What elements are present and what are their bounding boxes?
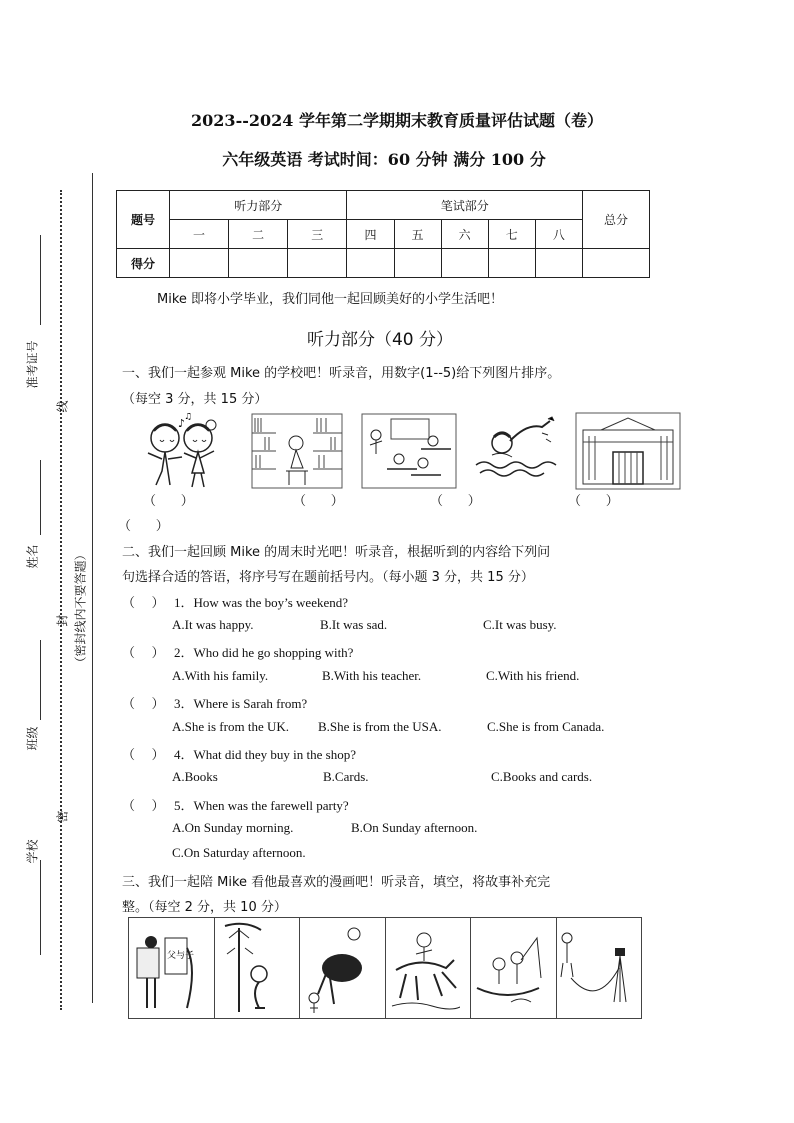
intro-text: Mike 即将小学毕业，我们同他一起回顾美好的小学生活吧！	[157, 292, 504, 307]
q2-question: 2．Who did he go shopping with?	[174, 645, 354, 660]
cell-num-1: 一	[170, 220, 229, 249]
seal-note: （密封线内不要答题）	[73, 548, 88, 669]
label-school: 学校	[25, 839, 40, 864]
q1-option-a: A.It was happy.	[172, 617, 254, 632]
school-building-picture	[575, 412, 681, 490]
q2-answer-paren[interactable]: （ ）	[122, 646, 165, 661]
q4-answer-paren[interactable]: （ ）	[122, 748, 165, 763]
label-mi: 密	[55, 810, 70, 823]
cell-num-5: 五	[394, 220, 441, 249]
cell-defen: 得分	[117, 249, 170, 278]
label-name: 姓名	[25, 544, 40, 569]
section-title: 听力部分（40 分）	[306, 330, 454, 350]
cell-tihao: 题号	[117, 191, 170, 249]
exam-subtitle: 六年级英语 考试时间：60 分钟 满分 100 分	[222, 150, 546, 169]
q5-option-a: A.On Sunday morning.	[172, 820, 294, 835]
kids-singing-picture	[140, 413, 230, 489]
score-cell-8[interactable]	[535, 249, 582, 278]
q5-answer-paren[interactable]: （ ）	[122, 799, 165, 814]
part1-instruction-2: （每空 3 分，共 15 分）	[122, 392, 268, 407]
part2-instruction-2: 句选择合适的答语，将序号写在题前括号内。（每小题 3 分，共 15 分）	[122, 570, 534, 585]
part2-instruction-1: 二、我们一起回顾 Mike 的周末时光吧！听录音，根据听到的内容给下列问	[122, 545, 551, 560]
cell-num-8: 八	[535, 220, 582, 249]
q1-question: 1．How was the boy’s weekend?	[174, 595, 349, 610]
part1-answer-blank-1[interactable]: （ ）	[143, 494, 194, 509]
comic-panel-4	[386, 918, 472, 1018]
cell-writing: 笔试部分	[347, 191, 583, 220]
part1-answer-blank-5[interactable]: （ ）	[118, 519, 169, 534]
comic-panel-6	[557, 918, 642, 1018]
part1-instruction-1: 一、我们一起参观 Mike 的学校吧！听录音，用数字(1--5)给下列图片排序。	[122, 366, 561, 381]
label-zhunkao: 准考证号	[25, 340, 40, 389]
score-cell-7[interactable]	[488, 249, 535, 278]
library-picture	[251, 413, 343, 489]
comic-panel-3	[300, 918, 386, 1018]
label-feng: 封	[55, 614, 70, 627]
q3-option-c: C.She is from Canada.	[487, 719, 605, 734]
classroom-picture	[361, 413, 457, 489]
q2-option-a: A.With his family.	[172, 668, 269, 683]
q5-question: 5．When was the farewell party?	[174, 798, 349, 813]
q5-option-b: B.On Sunday afternoon.	[351, 820, 478, 835]
exam-title: 2023--2024 学年第二学期期末教育质量评估试题（卷）	[191, 111, 603, 130]
score-cell-3[interactable]	[288, 249, 347, 278]
cell-num-7: 七	[488, 220, 535, 249]
q2-option-b: B.With his teacher.	[322, 668, 422, 683]
q4-option-b: B.Cards.	[323, 769, 369, 784]
q3-answer-paren[interactable]: （ ）	[122, 697, 165, 712]
comic-book-title: 父与子	[167, 951, 195, 961]
score-table	[116, 190, 650, 278]
part1-answer-blank-3[interactable]: （ ）	[430, 494, 481, 509]
seal-solid-line	[92, 173, 93, 1003]
svg-text:♫: ♫	[184, 413, 193, 422]
q3-option-a: A.She is from the UK.	[172, 719, 289, 734]
cell-num-2: 二	[229, 220, 288, 249]
score-cell-2[interactable]	[229, 249, 288, 278]
score-cell-1[interactable]	[170, 249, 229, 278]
cell-num-3: 三	[288, 220, 347, 249]
cell-num-6: 六	[441, 220, 488, 249]
swimming-picture	[472, 413, 564, 489]
label-class: 班级	[25, 726, 40, 751]
q2-option-c: C.With his friend.	[486, 668, 580, 683]
answer-line-zhunkao	[40, 235, 41, 325]
q1-option-b: B.It was sad.	[320, 617, 388, 632]
score-cell-5[interactable]	[394, 249, 441, 278]
part1-answer-blank-4[interactable]: （ ）	[568, 494, 619, 509]
score-cell-6[interactable]	[441, 249, 488, 278]
q4-option-a: A.Books	[172, 769, 218, 784]
seal-dotted-line	[60, 190, 62, 1010]
q4-question: 4．What did they buy in the shop?	[174, 747, 356, 762]
comic-panel-5	[471, 918, 557, 1018]
comic-panel-1	[129, 918, 215, 1018]
score-cell-4[interactable]	[347, 249, 394, 278]
cell-num-4: 四	[347, 220, 394, 249]
label-xian: 线	[55, 400, 70, 413]
part1-answer-blank-2[interactable]: （ ）	[293, 494, 344, 509]
cell-listening: 听力部分	[170, 191, 347, 220]
svg-text:♪: ♪	[178, 417, 186, 430]
q3-option-b: B.She is from the USA.	[318, 719, 442, 734]
comic-strip	[128, 917, 642, 1019]
q3-question: 3．Where is Sarah from?	[174, 696, 308, 711]
comic-panel-2	[215, 918, 301, 1018]
answer-line-class	[40, 640, 41, 720]
q5-option-c: C.On Saturday afternoon.	[172, 845, 306, 860]
score-cell-total[interactable]	[583, 249, 650, 278]
cell-total: 总分	[583, 191, 650, 249]
answer-line-school	[40, 860, 41, 955]
q4-option-c: C.Books and cards.	[491, 769, 593, 784]
answer-line-name	[40, 460, 41, 535]
part3-instruction-1: 三、我们一起陪 Mike 看他最喜欢的漫画吧！听录音，填空，将故事补充完	[122, 875, 551, 890]
q1-option-c: C.It was busy.	[483, 617, 557, 632]
q1-answer-paren[interactable]: （ ）	[122, 596, 165, 611]
part3-instruction-2: 整。（每空 2 分，共 10 分）	[122, 900, 287, 915]
